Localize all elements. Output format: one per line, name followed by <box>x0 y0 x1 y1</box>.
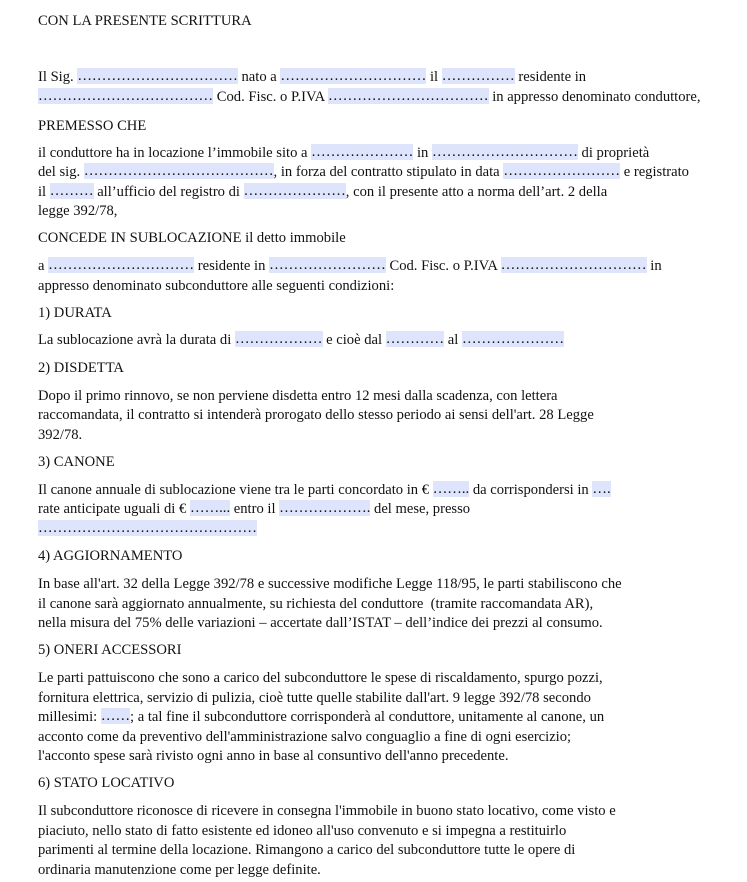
owner-name-field[interactable]: ………………………………… <box>83 163 274 179</box>
annual-rent-field[interactable]: …….. <box>432 481 470 497</box>
concede-heading: CONCEDE IN SUBLOCAZIONE il detto immobile <box>38 230 346 246</box>
contract-date-field[interactable]: …………………… <box>503 163 621 179</box>
intro-line-1 <box>38 68 586 86</box>
text: in <box>413 145 432 161</box>
text: del mese, presso <box>370 501 471 517</box>
stato-heading: 6) STATO LOCATIVO <box>38 775 175 791</box>
text: il <box>38 184 50 200</box>
tenant-birthplace-field[interactable]: ………………………… <box>280 68 427 84</box>
due-day-field[interactable]: ………………. <box>279 500 371 516</box>
oneri-line: Le parti pattuiscono che sono a carico del subconduttore le spese di riscaldamento, spurgo pozzi, <box>38 670 603 686</box>
tenant-name-field[interactable]: …………………………… <box>77 68 238 84</box>
text: all’ufficio del registro di <box>93 184 244 200</box>
text: nato a <box>237 69 281 85</box>
oneri-line-3 <box>38 708 604 726</box>
premesso-line-3 <box>38 183 607 201</box>
canone-heading: 3) CANONE <box>38 454 115 470</box>
tenant-taxcode-field[interactable]: …………………………… <box>328 88 489 104</box>
text: rate anticipate uguali di € <box>38 501 190 517</box>
durata-heading: 1) DURATA <box>38 305 112 321</box>
disdetta-heading: 2) DISDETTA <box>38 360 124 376</box>
premesso-line-4: legge 392/78, <box>38 203 118 219</box>
disdetta-line: raccomandata, il contratto si intenderà prorogato dello stesso periodo ai sensi dell'art. 28 Legge <box>38 407 594 423</box>
registration-date-field[interactable]: ……… <box>49 183 94 199</box>
text: del sig. <box>38 164 84 180</box>
text: residente in <box>194 258 270 274</box>
end-date-field[interactable]: ………………… <box>461 331 565 347</box>
concede-line-2: appresso denominato subconduttore alle seguenti condizioni: <box>38 278 395 294</box>
text: residente in <box>514 69 587 85</box>
aggiornamento-line: In base all'art. 32 della Legge 392/78 e successive modifiche Legge 118/95, le parti stabiliscono che <box>38 576 622 592</box>
oneri-line: l'acconto spese sarà rivisto ogni anno in base al consuntivo dell'anno precedente. <box>38 748 509 764</box>
canone-line-2 <box>38 500 470 518</box>
duration-field[interactable]: ……………… <box>234 331 323 347</box>
text: il <box>426 69 442 85</box>
text: al <box>444 332 462 348</box>
text: e registrato <box>620 164 689 180</box>
text: millesimi: <box>38 709 101 725</box>
document-title: CON LA PRESENTE SCRITTURA <box>38 13 252 29</box>
subtenant-residence-field[interactable]: …………………… <box>269 257 386 273</box>
property-address-field[interactable]: ………………………… <box>431 144 578 160</box>
aggiornamento-line: nella misura del 75% delle variazioni – accertate dall’ISTAT – dell’indice dei prezzi al consumo. <box>38 615 603 631</box>
disdetta-line: Dopo il primo rinnovo, se non perviene disdetta entro 12 mesi dalla scadenza, con lettera <box>38 388 558 404</box>
text: Cod. Fisc. o P.IVA <box>385 258 501 274</box>
text: entro il <box>230 501 280 517</box>
millesimi-field[interactable]: …… <box>100 708 131 724</box>
stato-line: ordinaria manutenzione come per legge definite. <box>38 862 321 878</box>
text: , in forza del contratto stipulato in data <box>273 164 504 180</box>
text: in <box>646 258 662 274</box>
text: La sublocazione avrà la durata di <box>38 332 235 348</box>
aggiornamento-heading: 4) AGGIORNAMENTO <box>38 548 183 564</box>
text: , con il presente atto a norma dell’art. 2 della <box>345 184 608 200</box>
oneri-heading: 5) ONERI ACCESSORI <box>38 642 182 658</box>
start-date-field[interactable]: ………… <box>385 331 445 347</box>
text: Cod. Fisc. o P.IVA <box>213 89 329 105</box>
text: ; a tal fine il subconduttore corrisponderà al conduttore, unitamente al canone, un <box>130 709 605 725</box>
canone-line-1 <box>38 481 611 499</box>
tenant-birthdate-field[interactable]: …………… <box>441 68 515 84</box>
subtenant-taxcode-field[interactable]: ………………………… <box>500 257 647 273</box>
oneri-line: fornitura elettrica, servizio di pulizia, cioè tutte quelle stabilite dall'art. 9 legge 392/78 secondo <box>38 690 591 706</box>
installments-count-field[interactable]: …. <box>592 481 611 497</box>
subtenant-name-field[interactable]: ………………………… <box>48 257 195 273</box>
stato-line: piaciuto, nello stato di fatto esistente ed idoneo all'uso convenuto e si impegna a restituirlo <box>38 823 567 839</box>
text: a <box>38 258 49 274</box>
oneri-line: acconto come da preventivo dell'amministrazione salvo conguaglio a fine di ogni esercizio; <box>38 729 572 745</box>
text: e cioè dal <box>322 332 386 348</box>
disdetta-line: 392/78. <box>38 427 83 443</box>
aggiornamento-line: il canone sarà aggiornato annualmente, su richiesta del conduttore (tramite raccomandata AR), <box>38 596 594 612</box>
premesso-heading: PREMESSO CHE <box>38 118 147 134</box>
registry-office-field[interactable]: ………………… <box>243 183 346 199</box>
text: da corrispondersi in <box>469 482 593 498</box>
canone-line-3 <box>38 520 257 538</box>
stato-line: parimenti al termine della locazione. Rimangono a carico del subconduttore tutte le opere di <box>38 842 576 858</box>
property-city-field[interactable]: ………………… <box>311 144 414 160</box>
text: di proprietà <box>577 145 650 161</box>
premesso-line-1 <box>38 144 649 162</box>
stato-line: Il subconduttore riconosce di ricevere in consegna l'immobile in buono stato locativo, come visto e <box>38 803 616 819</box>
durata-line-1 <box>38 331 564 349</box>
text: Il canone annuale di sublocazione viene tra le parti concordato in € <box>38 482 433 498</box>
text: il conduttore ha in locazione l’immobile sito a <box>38 145 312 161</box>
concede-line-1 <box>38 257 662 275</box>
installment-amount-field[interactable]: ……... <box>189 500 231 516</box>
intro-line-2 <box>38 88 701 106</box>
tenant-residence-field[interactable]: ……………………………… <box>38 88 214 104</box>
premesso-line-2 <box>38 163 689 181</box>
text: Il Sig. <box>38 69 78 85</box>
text: in appresso denominato conduttore, <box>488 89 701 105</box>
payment-place-field[interactable]: ……………………………………… <box>38 520 257 536</box>
